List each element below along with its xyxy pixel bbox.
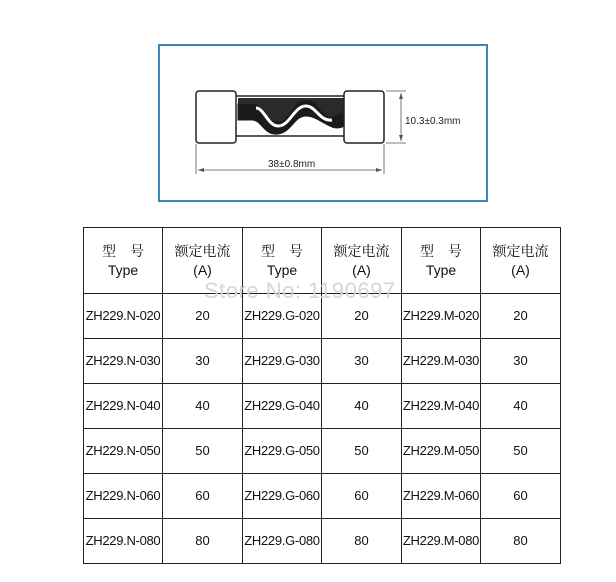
current-cell: 40 (163, 384, 243, 429)
model-cell: ZH229.N-080 (84, 519, 163, 564)
current-cell: 50 (481, 429, 561, 474)
length-arrow-left (198, 168, 204, 172)
table-row (84, 294, 561, 339)
current-cell: 30 (163, 339, 243, 384)
table-header-row (84, 228, 561, 294)
table-row (84, 474, 561, 519)
length-arrow-right (376, 168, 382, 172)
model-cell: ZH229.M-020 (402, 294, 481, 339)
current-cell: 30 (322, 339, 402, 384)
model-cell: ZH229.N-050 (84, 429, 163, 474)
right-end-cap (344, 91, 384, 143)
current-cell: 80 (163, 519, 243, 564)
diameter-arrow-bottom (399, 135, 403, 141)
diameter-label: 10.3±0.3mm (405, 116, 461, 127)
model-cell: ZH229.N-060 (84, 474, 163, 519)
current-cell: 20 (163, 294, 243, 339)
table-row (84, 519, 561, 564)
table-row (84, 384, 561, 429)
table-row (84, 339, 561, 384)
header-rated-current-3: 额定电流 (A) (481, 228, 561, 294)
store-watermark: Store No: 1190697 (204, 278, 396, 303)
header-type-3: 型 号 Type (402, 228, 481, 294)
model-cell: ZH229.N-020 (84, 294, 163, 339)
fuse-spec-table (83, 227, 561, 564)
header-type-2: 型 号 Type (243, 228, 322, 294)
current-cell: 80 (481, 519, 561, 564)
current-cell: 60 (481, 474, 561, 519)
model-cell: ZH229.N-040 (84, 384, 163, 429)
current-cell: 60 (322, 474, 402, 519)
current-cell: 60 (163, 474, 243, 519)
model-cell: ZH229.G-030 (243, 339, 322, 384)
current-cell: 30 (481, 339, 561, 384)
length-label: 38±0.8mm (268, 159, 316, 170)
current-cell: 20 (322, 294, 402, 339)
header-rated-current-2: 额定电流 (A) (322, 228, 402, 294)
model-cell: ZH229.M-080 (402, 519, 481, 564)
model-cell: ZH229.G-080 (243, 519, 322, 564)
left-end-cap (196, 91, 236, 143)
model-cell: ZH229.M-060 (402, 474, 481, 519)
model-cell: ZH229.N-030 (84, 339, 163, 384)
header-rated-current-1: 额定电流 (A) (163, 228, 243, 294)
model-cell: ZH229.M-040 (402, 384, 481, 429)
model-cell: ZH229.M-030 (402, 339, 481, 384)
current-cell: 40 (322, 384, 402, 429)
current-cell: 50 (163, 429, 243, 474)
current-cell: 20 (481, 294, 561, 339)
table-row (84, 429, 561, 474)
model-cell: ZH229.G-050 (243, 429, 322, 474)
model-cell: ZH229.G-020 (243, 294, 322, 339)
model-cell: ZH229.G-040 (243, 384, 322, 429)
current-cell: 50 (322, 429, 402, 474)
fuse-diagram (160, 46, 486, 200)
header-type-1: 型 号 Type (84, 228, 163, 294)
current-cell: 40 (481, 384, 561, 429)
diameter-arrow-top (399, 93, 403, 99)
fuse-diagram-frame (158, 44, 488, 202)
current-cell: 80 (322, 519, 402, 564)
model-cell: ZH229.G-060 (243, 474, 322, 519)
model-cell: ZH229.M-050 (402, 429, 481, 474)
